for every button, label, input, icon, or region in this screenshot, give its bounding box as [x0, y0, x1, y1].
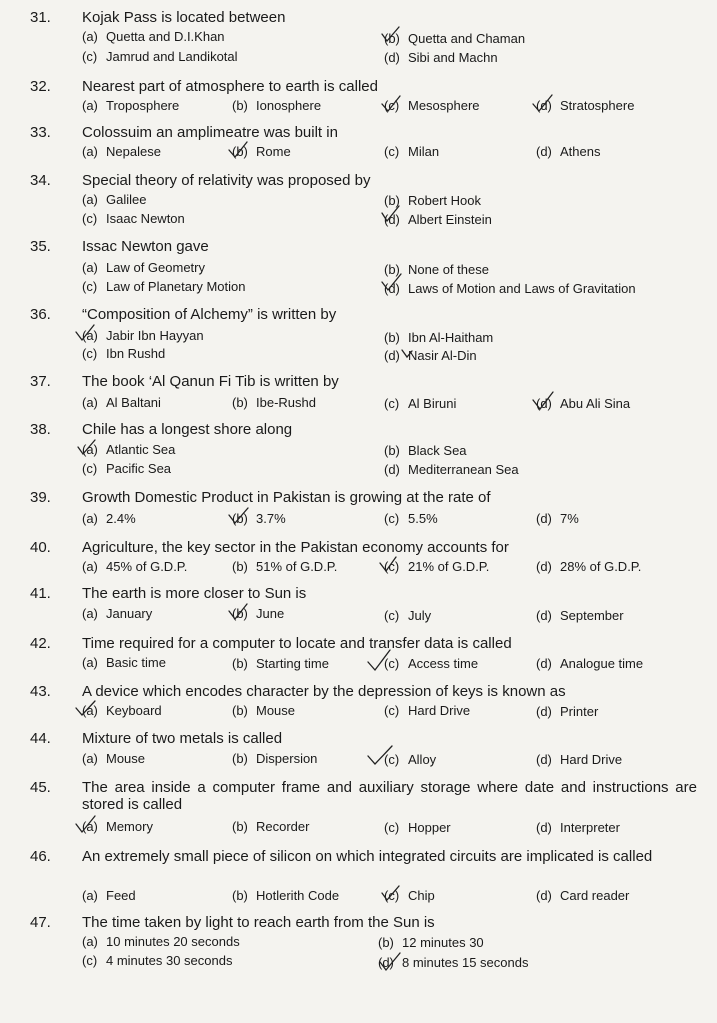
option-c: (c) 21% of G.D.P.	[384, 559, 490, 574]
question-text: The earth is more closer to Sun is	[82, 585, 307, 602]
option-d: (d) Hard Drive	[536, 752, 623, 767]
question-number: 32.	[30, 78, 51, 95]
question-text: The area inside a computer frame and auxiliary storage where date and instructions are stored is called	[82, 779, 697, 813]
option-a: (a) Mouse	[82, 751, 146, 766]
question-number: 36.	[30, 306, 51, 323]
option-b: (b) 51% of G.D.P.	[232, 559, 338, 574]
option-c: (c) Al Biruni	[384, 396, 457, 411]
option-d: (d) 8 minutes 15 seconds	[378, 955, 529, 970]
option-c: (c) Pacific Sea	[82, 461, 172, 476]
option-d: (d) Mediterranean Sea	[384, 462, 519, 477]
question-number: 45.	[30, 779, 51, 796]
option-d: (d) Albert Einstein	[384, 212, 492, 227]
option-d: (d) 28% of G.D.P.	[536, 559, 642, 574]
option-d: (d) Printer	[536, 704, 599, 719]
question-number: 46.	[30, 848, 51, 865]
question-text: “Composition of Alchemy” is written by	[82, 306, 337, 323]
question-text: A device which encodes character by the depression of keys is known as	[82, 683, 566, 700]
question-text: Special theory of relativity was proposed by	[82, 172, 371, 189]
question-text: Agriculture, the key sector in the Pakistan economy accounts for	[82, 539, 509, 556]
option-b: (b) Black Sea	[384, 443, 467, 458]
question-text: Colossuim an amplimeatre was built in	[82, 124, 338, 141]
option-d: (d) 7%	[536, 511, 579, 526]
option-c: (c) Mesosphere	[384, 98, 480, 113]
option-a: (a) Nepalese	[82, 144, 161, 159]
question-text: The time taken by light to reach earth from the Sun is	[82, 914, 435, 931]
option-b: (b) Ibe-Rushd	[232, 395, 316, 410]
option-c: (c) Hopper	[384, 820, 451, 835]
option-b: (b) Hotlerith Code	[232, 888, 340, 903]
option-b: (b) Mouse	[232, 703, 296, 718]
question-number: 34.	[30, 172, 51, 189]
option-a: (a) Law of Geometry	[82, 260, 205, 275]
option-c: (c) Access time	[384, 656, 479, 671]
option-a: (a) Galilee	[82, 192, 147, 207]
option-d: (d) September	[536, 608, 624, 623]
question-number: 47.	[30, 914, 51, 931]
option-d: (d) Interpreter	[536, 820, 620, 835]
option-b: (b) Robert Hook	[384, 193, 481, 208]
option-c: (c) 5.5%	[384, 511, 438, 526]
option-b: (b) Quetta and Chaman	[384, 31, 526, 46]
option-c: (c) Milan	[384, 144, 440, 159]
question-number: 37.	[30, 373, 51, 390]
question-number: 31.	[30, 9, 51, 26]
option-b: (b) Ibn Al-Haitham	[384, 330, 494, 345]
question-number: 44.	[30, 730, 51, 747]
option-b: (b) None of these	[384, 262, 489, 277]
question-text: Time required for a computer to locate and transfer data is called	[82, 635, 512, 652]
question-text: Nearest part of atmosphere to earth is called	[82, 78, 378, 95]
question-number: 43.	[30, 683, 51, 700]
question-text: Growth Domestic Product in Pakistan is growing at the rate of	[82, 489, 491, 506]
question-text: The book ‘Al Qanun Fi Tib is written by	[82, 373, 339, 390]
question-number: 38.	[30, 421, 51, 438]
option-c: (c) Jamrud and Landikotal	[82, 49, 238, 64]
option-c: (c) Law of Planetary Motion	[82, 279, 246, 294]
option-d: (d) Laws of Motion and Laws of Gravitation	[384, 281, 636, 296]
option-a: (a) Keyboard	[82, 703, 162, 718]
option-a: (a) Basic time	[82, 655, 166, 670]
option-a: (a) Atlantic Sea	[82, 442, 176, 457]
option-b: (b) 12 minutes 30	[378, 935, 484, 950]
option-b: (b) 3.7%	[232, 511, 286, 526]
option-c: (c) Ibn Rushd	[82, 346, 166, 361]
option-c: (c) Chip	[384, 888, 435, 903]
question-number: 41.	[30, 585, 51, 602]
option-d: (d) Sibi and Machn	[384, 50, 498, 65]
option-c: (c) Alloy	[384, 752, 437, 767]
option-d: (d) Nasir Al-Din	[384, 348, 477, 363]
question-text: Kojak Pass is located between	[82, 9, 286, 26]
option-a: (a) Feed	[82, 888, 136, 903]
question-text: An extremely small piece of silicon on which integrated circuits are implicated is called	[82, 848, 653, 865]
option-c: (c) Hard Drive	[384, 703, 471, 718]
option-d: (d) Athens	[536, 144, 601, 159]
question-number: 33.	[30, 124, 51, 141]
option-a: (a) 45% of G.D.P.	[82, 559, 188, 574]
question-number: 35.	[30, 238, 51, 255]
option-d: (d) Card reader	[536, 888, 630, 903]
option-b: (b) Recorder	[232, 819, 310, 834]
question-number: 42.	[30, 635, 51, 652]
option-a: (a) Al Baltani	[82, 395, 161, 410]
option-a: (a) Quetta and D.I.Khan	[82, 29, 225, 44]
option-b: (b) June	[232, 606, 285, 621]
question-text: Issac Newton gave	[82, 238, 209, 255]
option-d: (d) Abu Ali Sina	[536, 396, 631, 411]
question-number: 39.	[30, 489, 51, 506]
option-b: (b) Dispersion	[232, 751, 318, 766]
option-a: (a) Troposphere	[82, 98, 180, 113]
option-c: (c) July	[384, 608, 432, 623]
option-a: (a) 10 minutes 20 seconds	[82, 934, 240, 949]
option-d: (d) Analogue time	[536, 656, 644, 671]
option-c: (c) 4 minutes 30 seconds	[82, 953, 233, 968]
option-a: (a) 2.4%	[82, 511, 136, 526]
option-b: (b) Starting time	[232, 656, 329, 671]
show-through-text	[440, 120, 443, 134]
question-text: Chile has a longest shore along	[82, 421, 293, 438]
option-a: (a) Jabir Ibn Hayyan	[82, 328, 204, 343]
option-c: (c) Isaac Newton	[82, 211, 185, 226]
option-a: (a) January	[82, 606, 153, 621]
option-b: (b) Rome	[232, 144, 291, 159]
option-d: (d) Stratosphere	[536, 98, 635, 113]
question-text: Mixture of two metals is called	[82, 730, 283, 747]
option-a: (a) Memory	[82, 819, 153, 834]
option-b: (b) Ionosphere	[232, 98, 322, 113]
question-number: 40.	[30, 539, 51, 556]
